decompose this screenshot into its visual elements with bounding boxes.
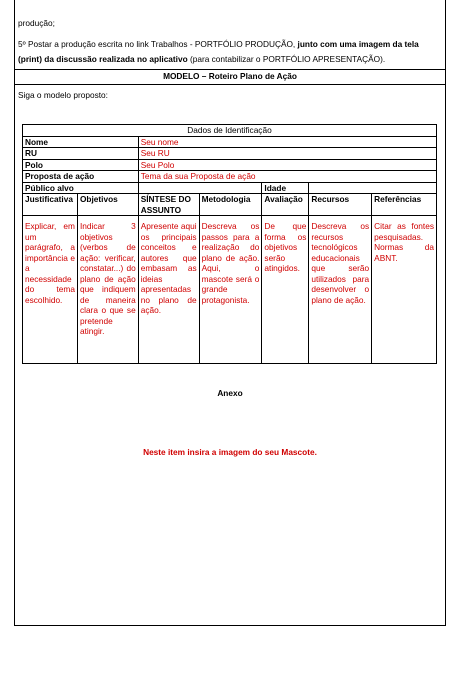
identification-table bbox=[22, 124, 437, 364]
row-label: RU bbox=[23, 148, 139, 160]
content-row bbox=[23, 216, 437, 364]
cell-recursos: Descreva os recursos tecnológicos educacionais que serão utilizados para desenvolver o plano de ação. bbox=[309, 216, 372, 364]
intro-line-2 bbox=[18, 38, 419, 51]
columns-header-row bbox=[23, 194, 437, 216]
anexo-title: Anexo bbox=[217, 388, 243, 398]
col-objetivos: Objetivos bbox=[77, 194, 138, 216]
intro-line-3-text: (para contabilizar o PORTFÓLIO APRESENTAÇÃO). bbox=[187, 54, 386, 64]
col-referencias: Referências bbox=[372, 194, 437, 216]
cell-objetivos: Indicar 3 objetivos (verbos de ação: verificar, constatar...) do plano de ação que indiquem de maneira clara o que se pretende atingir. bbox=[77, 216, 138, 364]
anexo-instruction: Neste item insira a imagem do seu Mascote. bbox=[143, 447, 317, 457]
col-justificativa: Justificativa bbox=[23, 194, 78, 216]
table-row bbox=[23, 182, 437, 194]
table-row bbox=[23, 148, 437, 160]
col-metodologia: Metodologia bbox=[199, 194, 262, 216]
intro-line-3-bold: (print) da discussão realizada no aplicativo bbox=[18, 54, 188, 64]
cell-referencias: Citar as fontes pesquisadas. Normas da ABNT. bbox=[372, 216, 437, 364]
row-value: Seu RU bbox=[138, 148, 436, 160]
row-value: Seu nome bbox=[138, 136, 436, 148]
divider-top bbox=[14, 69, 446, 70]
row-label: Nome bbox=[23, 136, 139, 148]
publico-alvo-value bbox=[138, 182, 262, 194]
row-label: Proposta de ação bbox=[23, 171, 139, 183]
row-value: Seu Polo bbox=[138, 159, 436, 171]
intro-line-3 bbox=[18, 53, 385, 66]
col-avaliacao: Avaliação bbox=[262, 194, 309, 216]
table-header: Dados de Identificação bbox=[23, 125, 437, 137]
intro-line-2-text: 5º Postar a produção escrita no link Trabalhos - PORTFÓLIO PRODUÇÃO, bbox=[18, 39, 298, 49]
col-recursos: Recursos bbox=[309, 194, 372, 216]
cell-sintese: Apresente aqui os principais conceitos e autores que embasam as ideias apresentadas no plano de ação. bbox=[138, 216, 199, 364]
cell-avaliacao: De que forma os objetivos serão atingidos. bbox=[262, 216, 309, 364]
cell-justificativa: Explicar, em um parágrafo, a importância e a necessidade do tema escolhido. bbox=[23, 216, 78, 364]
model-title: MODELO – Roteiro Plano de Ação bbox=[163, 71, 297, 81]
table-row bbox=[23, 171, 437, 183]
table-header-row bbox=[23, 125, 437, 137]
model-subtitle: Siga o modelo proposto: bbox=[18, 90, 108, 100]
idade-value bbox=[309, 182, 437, 194]
row-label: Polo bbox=[23, 159, 139, 171]
table-row bbox=[23, 136, 437, 148]
publico-alvo-label: Público alvo bbox=[23, 182, 139, 194]
table-row bbox=[23, 159, 437, 171]
idade-label: Idade bbox=[262, 182, 309, 194]
intro-line-1: produção; bbox=[18, 18, 55, 28]
row-value: Tema da sua Proposta de ação bbox=[138, 171, 436, 183]
cell-metodologia: Descreva os passos para a realização do plano de ação. Aqui, o mascote será o grande protagonista. bbox=[199, 216, 262, 364]
divider-bottom bbox=[14, 84, 446, 85]
col-sintese: SÍNTESE DO ASSUNTO bbox=[138, 194, 199, 216]
intro-line-2-bold: junto com uma imagem da tela bbox=[297, 39, 419, 49]
